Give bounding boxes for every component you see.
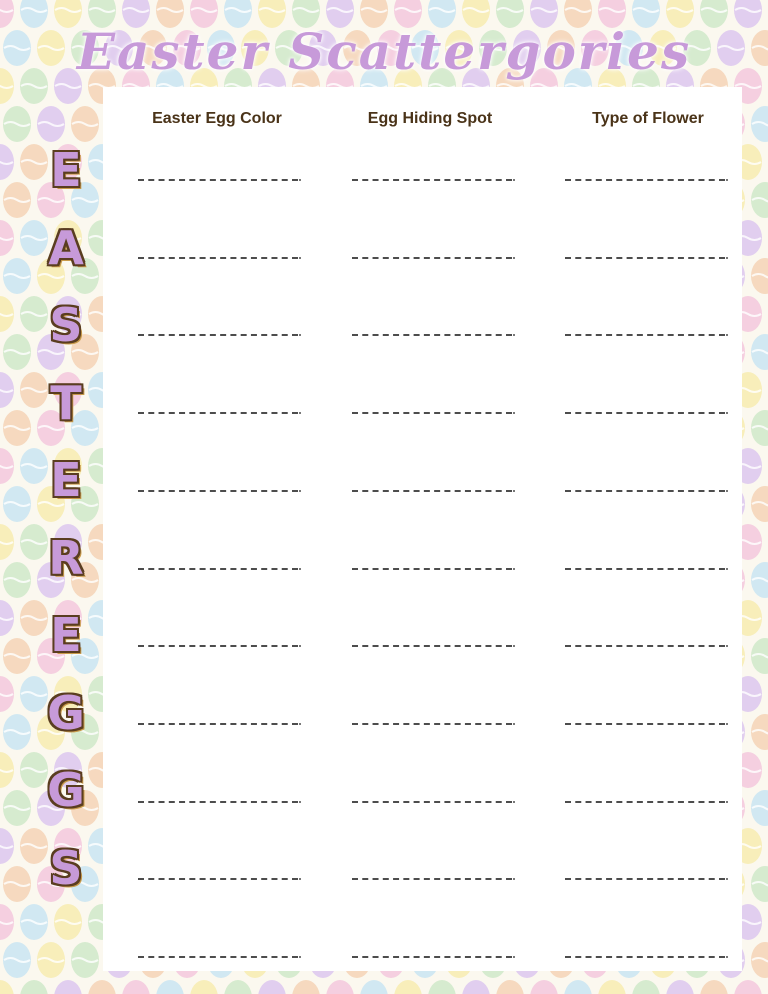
egg-decoration xyxy=(751,714,768,750)
answer-blank-egg-hiding-spot xyxy=(352,568,512,570)
answer-blank-type-of-flower xyxy=(565,334,725,336)
answer-blank-easter-egg-color xyxy=(138,956,298,958)
answer-blank-easter-egg-color xyxy=(138,179,298,181)
easter-eggs-letter: S xyxy=(49,840,83,895)
answer-blank-easter-egg-color xyxy=(138,723,298,725)
answer-blank-type-of-flower xyxy=(565,878,725,880)
easter-eggs-letter: T xyxy=(50,375,82,430)
column-header-egg-hiding-spot: Egg Hiding Spot xyxy=(367,110,493,127)
egg-decoration xyxy=(751,562,768,598)
egg-decoration xyxy=(394,980,422,994)
answer-blank-egg-hiding-spot xyxy=(352,645,512,647)
egg-decoration xyxy=(751,334,768,370)
egg-decoration xyxy=(751,486,768,522)
answer-blank-easter-egg-color xyxy=(138,801,298,803)
easter-eggs-letter: G xyxy=(47,763,85,817)
answer-blank-easter-egg-color xyxy=(138,334,298,336)
egg-decoration xyxy=(462,980,490,994)
egg-decoration xyxy=(71,942,99,978)
answer-blank-type-of-flower xyxy=(565,490,725,492)
egg-decoration xyxy=(156,980,184,994)
egg-decoration xyxy=(751,106,768,142)
egg-decoration xyxy=(751,258,768,294)
egg-decoration xyxy=(751,790,768,826)
egg-decoration xyxy=(3,258,31,294)
egg-decoration xyxy=(3,106,31,142)
egg-decoration xyxy=(190,980,218,994)
easter-eggs-letter: E xyxy=(50,143,82,197)
egg-decoration xyxy=(751,638,768,674)
egg-decoration xyxy=(3,182,31,218)
egg-decoration xyxy=(3,942,31,978)
egg-decoration xyxy=(3,486,31,522)
egg-decoration xyxy=(326,980,354,994)
egg-decoration xyxy=(3,638,31,674)
answer-blank-easter-egg-color xyxy=(138,878,298,880)
egg-decoration xyxy=(0,448,14,484)
egg-decoration xyxy=(20,904,48,940)
answer-blank-type-of-flower xyxy=(565,568,725,570)
egg-decoration xyxy=(0,980,14,994)
easter-eggs-letter: S xyxy=(49,298,83,352)
egg-decoration xyxy=(0,220,14,256)
worksheet-panel xyxy=(103,87,742,971)
egg-decoration xyxy=(360,980,388,994)
egg-decoration xyxy=(496,980,524,994)
egg-decoration xyxy=(3,714,31,750)
answer-blank-egg-hiding-spot xyxy=(352,878,512,880)
answer-blank-easter-egg-color xyxy=(138,645,298,647)
answer-blank-egg-hiding-spot xyxy=(352,490,512,492)
egg-decoration xyxy=(598,980,626,994)
answer-blank-type-of-flower xyxy=(565,723,725,725)
egg-decoration xyxy=(428,980,456,994)
egg-decoration xyxy=(0,600,14,636)
easter-eggs-letter: E xyxy=(50,453,82,507)
egg-decoration xyxy=(54,904,82,940)
egg-decoration xyxy=(530,980,558,994)
answer-blank-egg-hiding-spot xyxy=(352,801,512,803)
egg-decoration xyxy=(3,334,31,370)
easter-eggs-letter: A xyxy=(48,220,84,275)
answer-blank-type-of-flower xyxy=(565,645,725,647)
egg-decoration xyxy=(3,790,31,826)
egg-decoration xyxy=(122,980,150,994)
egg-decoration xyxy=(3,866,31,902)
answer-blank-easter-egg-color xyxy=(138,490,298,492)
answer-blank-easter-egg-color xyxy=(138,568,298,570)
egg-decoration xyxy=(751,182,768,218)
egg-decoration xyxy=(751,866,768,902)
egg-decoration xyxy=(0,296,14,332)
egg-decoration xyxy=(0,372,14,408)
egg-decoration xyxy=(292,980,320,994)
egg-decoration xyxy=(0,676,14,712)
column-header-easter-egg-color: Easter Egg Color xyxy=(152,110,282,127)
egg-decoration xyxy=(37,942,65,978)
egg-decoration xyxy=(0,752,14,788)
answer-blank-type-of-flower xyxy=(565,956,725,958)
page-title: Easter Scattergories xyxy=(76,22,692,81)
easter-eggs-letter: G xyxy=(47,685,85,740)
egg-decoration xyxy=(734,980,762,994)
egg-decoration xyxy=(0,828,14,864)
answer-blank-type-of-flower xyxy=(565,257,725,259)
egg-decoration xyxy=(3,562,31,598)
answer-blank-easter-egg-color xyxy=(138,412,298,414)
answer-blank-type-of-flower xyxy=(565,412,725,414)
egg-decoration xyxy=(20,980,48,994)
egg-decoration xyxy=(751,942,768,978)
egg-decoration xyxy=(258,980,286,994)
egg-decoration xyxy=(0,904,14,940)
egg-decoration xyxy=(54,980,82,994)
answer-blank-egg-hiding-spot xyxy=(352,179,512,181)
answer-blank-type-of-flower xyxy=(565,801,725,803)
answer-blank-egg-hiding-spot xyxy=(352,334,512,336)
answer-blank-egg-hiding-spot xyxy=(352,257,512,259)
answer-blank-easter-egg-color xyxy=(138,257,298,259)
egg-decoration xyxy=(37,106,65,142)
egg-decoration xyxy=(71,106,99,142)
easter-eggs-letter: E xyxy=(50,608,82,662)
egg-decoration xyxy=(224,980,252,994)
answer-blank-egg-hiding-spot xyxy=(352,956,512,958)
egg-decoration xyxy=(751,410,768,446)
egg-decoration xyxy=(700,980,728,994)
egg-decoration xyxy=(632,980,660,994)
answer-blank-type-of-flower xyxy=(565,179,725,181)
egg-decoration xyxy=(0,144,14,180)
easter-eggs-letter: R xyxy=(48,530,84,585)
answer-blank-egg-hiding-spot xyxy=(352,412,512,414)
egg-decoration xyxy=(564,980,592,994)
egg-decoration xyxy=(3,410,31,446)
answer-blank-egg-hiding-spot xyxy=(352,723,512,725)
column-header-type-of-flower: Type of Flower xyxy=(592,110,704,127)
egg-decoration xyxy=(666,980,694,994)
egg-decoration xyxy=(88,980,116,994)
egg-decoration xyxy=(0,524,14,560)
